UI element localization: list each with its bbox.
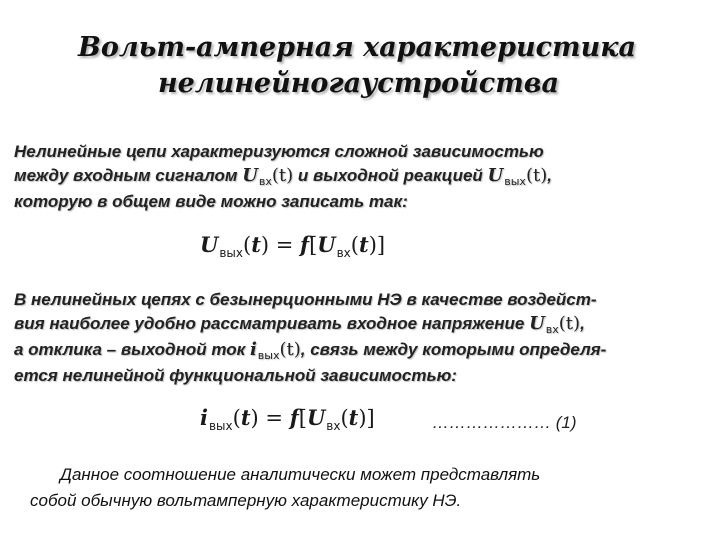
symbol-u-in: $U_{вх}(t)$ [529,313,581,336]
title-line-2: нелинейногаустройства [158,68,560,99]
note-paragraph [30,462,710,514]
symbol-i-out: $i_{вых}(t)$ [249,339,301,362]
paragraph-inertialess-elements [14,288,710,388]
title-line-1: Вольт-амперная характеристика [78,32,636,63]
paragraph2-line-4: ется нелинейной функциональной зависимостью: [14,366,457,385]
paragraph-nonlinear-dependence [14,140,710,214]
equation-number: ………………… (1) [432,413,577,432]
formula-u-out: $U_{вых}(t) = f[U_{вх}(t)]$ [200,232,386,260]
formula-i-out: $i_{вых}(t) = f[U_{вх}(t)]$ [200,405,375,433]
paragraph1-line-2: между входным сигналом $U_{вх}(t)$ и выходной реакцией $U_{вых}(t)$, [14,165,552,188]
paragraph1-line-1: Нелинейные цепи характеризуются сложной зависимостью [14,142,544,161]
paragraph1-line-3: которую в общем виде можно записать так: [14,192,408,211]
symbol-u-in: $U_{вх}(t)$ [242,165,294,188]
note-line-1: Данное соотношение аналитически может представлять [60,465,541,484]
paragraph2-line-1: В нелинейных цепях с безынерционными НЭ в качестве воздейст- [14,290,597,309]
note-line-2: собой обычную вольтамперную характеристику НЭ. [30,491,462,510]
slide-title [0,30,720,102]
paragraph2-line-2: вия наиболее удобно рассматривать входное напряжение $U_{вх}(t)$, [14,313,585,336]
symbol-u-out: $U_{вых}(t)$ [487,165,548,188]
paragraph2-line-3: а отклика – выходной ток $i_{вых}(t)$, связь между которыми определя- [14,339,607,362]
